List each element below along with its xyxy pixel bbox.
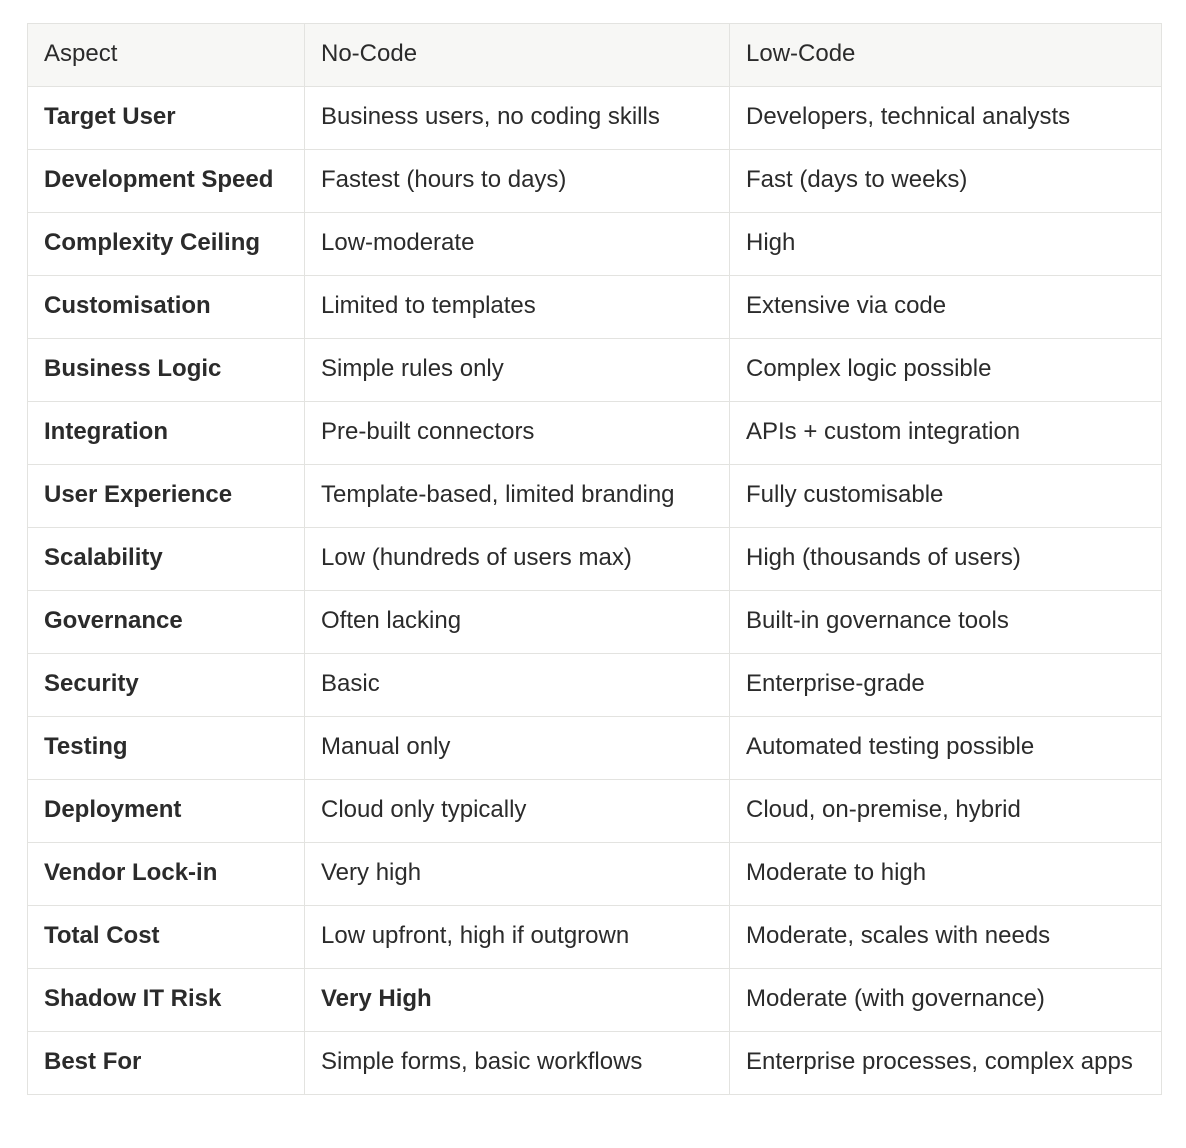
no-code-cell: Business users, no coding skills xyxy=(305,87,730,150)
emphasized-value: Very High xyxy=(321,985,432,1012)
aspect-cell: Business Logic xyxy=(28,339,305,402)
no-code-cell: Low upfront, high if outgrown xyxy=(305,906,730,969)
low-code-cell: Developers, technical analysts xyxy=(730,87,1162,150)
table-row xyxy=(28,213,1162,276)
aspect-cell: Total Cost xyxy=(28,906,305,969)
aspect-cell: Scalability xyxy=(28,528,305,591)
low-code-cell: High xyxy=(730,213,1162,276)
no-code-cell: Cloud only typically xyxy=(305,780,730,843)
low-code-cell: Enterprise-grade xyxy=(730,654,1162,717)
table-row xyxy=(28,969,1162,1032)
aspect-cell: Security xyxy=(28,654,305,717)
table-row xyxy=(28,87,1162,150)
aspect-cell: Shadow IT Risk xyxy=(28,969,305,1032)
no-code-cell: Manual only xyxy=(305,717,730,780)
table-header xyxy=(28,24,1162,87)
header-aspect: Aspect xyxy=(28,24,305,87)
aspect-cell: User Experience xyxy=(28,465,305,528)
table-row xyxy=(28,654,1162,717)
table-row xyxy=(28,1032,1162,1095)
no-code-cell: Basic xyxy=(305,654,730,717)
table-row xyxy=(28,843,1162,906)
low-code-cell: Fully customisable xyxy=(730,465,1162,528)
table-row xyxy=(28,528,1162,591)
table-body xyxy=(28,87,1162,1095)
table-row xyxy=(28,465,1162,528)
aspect-cell: Vendor Lock-in xyxy=(28,843,305,906)
aspect-cell: Target User xyxy=(28,87,305,150)
no-code-cell: Fastest (hours to days) xyxy=(305,150,730,213)
aspect-cell: Best For xyxy=(28,1032,305,1095)
no-code-cell: Very high xyxy=(305,843,730,906)
no-code-cell: Low (hundreds of users max) xyxy=(305,528,730,591)
no-code-cell: Low-moderate xyxy=(305,213,730,276)
header-row xyxy=(28,24,1162,87)
header-low-code: Low-Code xyxy=(730,24,1162,87)
low-code-cell: Moderate (with governance) xyxy=(730,969,1162,1032)
aspect-cell: Complexity Ceiling xyxy=(28,213,305,276)
table-row xyxy=(28,402,1162,465)
low-code-cell: High (thousands of users) xyxy=(730,528,1162,591)
low-code-cell: Enterprise processes, complex apps xyxy=(730,1032,1162,1095)
low-code-cell: Built-in governance tools xyxy=(730,591,1162,654)
no-code-cell: Pre-built connectors xyxy=(305,402,730,465)
aspect-cell: Customisation xyxy=(28,276,305,339)
low-code-cell: Fast (days to weeks) xyxy=(730,150,1162,213)
low-code-cell: Complex logic possible xyxy=(730,339,1162,402)
table-row xyxy=(28,276,1162,339)
aspect-cell: Testing xyxy=(28,717,305,780)
aspect-cell: Deployment xyxy=(28,780,305,843)
no-code-cell: Simple forms, basic workflows xyxy=(305,1032,730,1095)
low-code-cell: Extensive via code xyxy=(730,276,1162,339)
low-code-cell: Cloud, on-premise, hybrid xyxy=(730,780,1162,843)
header-no-code: No-Code xyxy=(305,24,730,87)
no-code-cell: Limited to templates xyxy=(305,276,730,339)
low-code-cell: APIs + custom integration xyxy=(730,402,1162,465)
aspect-cell: Integration xyxy=(28,402,305,465)
no-code-cell: Often lacking xyxy=(305,591,730,654)
table-row xyxy=(28,591,1162,654)
low-code-cell: Moderate, scales with needs xyxy=(730,906,1162,969)
low-code-cell: Automated testing possible xyxy=(730,717,1162,780)
table-row xyxy=(28,780,1162,843)
aspect-cell: Development Speed xyxy=(28,150,305,213)
aspect-cell: Governance xyxy=(28,591,305,654)
table-row xyxy=(28,339,1162,402)
table-row xyxy=(28,717,1162,780)
no-code-cell: Template-based, limited branding xyxy=(305,465,730,528)
no-code-cell xyxy=(305,969,730,1032)
table-row xyxy=(28,906,1162,969)
low-code-cell: Moderate to high xyxy=(730,843,1162,906)
table-row xyxy=(28,150,1162,213)
no-code-cell: Simple rules only xyxy=(305,339,730,402)
comparison-table xyxy=(27,23,1162,1095)
comparison-table-container xyxy=(27,23,1161,1095)
